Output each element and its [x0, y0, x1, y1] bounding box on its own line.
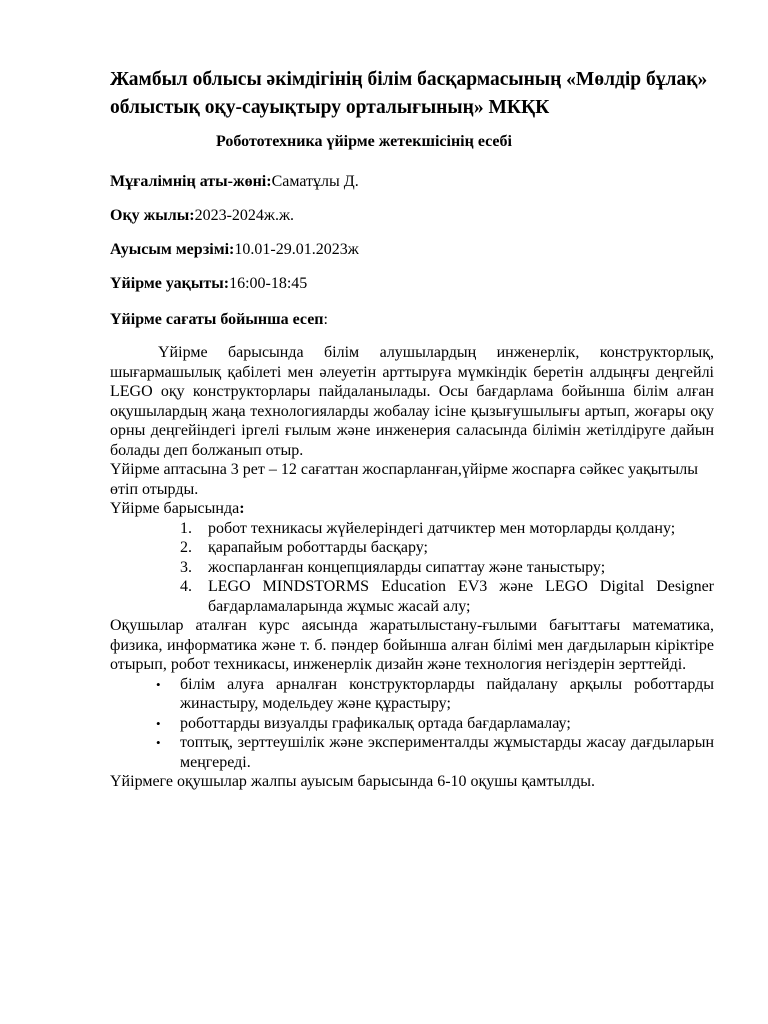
students-paragraph: Оқушылар аталған курс аясында жаратылыстану-ғылыми бағыттағы математика, физика, информатика және т. б. пәндер бойынша алған білімі мен дағдыларын кіріктіре отырып, робот техникасы, инженерлік дизайн және технология негіздерін зерттейді. [110, 617, 714, 673]
club-time-field [110, 274, 307, 294]
field-label: Үйірме уақыты: [110, 275, 230, 292]
list-number: 3. [180, 558, 192, 576]
shift-period-field [110, 240, 359, 260]
bullet-icon: • [156, 735, 161, 750]
list-item-text: қарапайым роботтарды басқару; [208, 539, 428, 556]
list-item-text: білім алуға арналған конструкторларды пайдалану арқылы роботтарды жинастыру, модельдеу және құрастыру; [180, 675, 714, 712]
document-title: Жамбыл облысы әкімдігінің білім басқармасының «Мөлдір бұлақ» облыстық оқу-сауықтыру орталығының» МКҚК [110, 69, 708, 118]
list-item [110, 538, 714, 558]
list-item [110, 558, 714, 578]
during-label: Үйірме барысында [110, 500, 240, 517]
field-label: Ауысым мерзімі: [110, 241, 235, 258]
intro-paragraph: Үйірме барысында білім алушылардың инженерлік, конструкторлық, шығармашылық қабілеті мен әлеуетін арттыруға мүмкіндік беретін алдыңғы деңгейлі LEGO оқу конструкторлары пайдаланылады. Осы бағдарлама бойынша білім алған оқушылардың жаңа технологияларды жобалау ісіне қызығушылығы артып, жоғары оқу орны деңгейіндегі іргелі ғылым және инженерия саласында білімін жетілдіруге дайын болады деп болжанып отыр. [110, 344, 714, 459]
report-body [110, 343, 714, 792]
list-item-text: LEGO MINDSTORMS Education EV3 және LEGO Digital Designer бағдарламаларында жұмыс жасай алу; [208, 578, 714, 615]
field-label: Үйірме сағаты бойынша есеп [110, 311, 324, 328]
list-item [110, 675, 714, 714]
field-value: 10.01-29.01.2023ж [234, 241, 359, 258]
list-item-text: роботтарды визуалды графикалық ортада бағдарламалау; [180, 714, 571, 732]
list-number: 1. [180, 519, 192, 537]
closing-paragraph: Үйірмеге оқушылар жалпы ауысым барысында 6-10 оқушы қамтылды. [110, 773, 595, 790]
list-item [110, 714, 714, 734]
list-item-text: топтық, зерттеушілік және эксперименталды жұмыстарды жасау дағдыларын меңгереді. [180, 734, 714, 771]
field-value: 2023-2024ж.ж. [194, 207, 294, 224]
list-item-text: робот техникасы жүйелеріндегі датчиктер мен моторларды қолдану; [208, 519, 676, 537]
report-subtitle: Робототехника үйірме жетекшісінің есебі [216, 133, 512, 150]
list-item [110, 577, 714, 616]
schedule-paragraph: Үйірме аптасына 3 рет – 12 сағаттан жоспарланған,үйірме жоспарға сәйкес уақытылы өтіп отырды. [110, 461, 698, 498]
field-label: Оқу жылы: [110, 207, 195, 224]
field-value: : [323, 311, 328, 328]
field-label: Мұғалімнің аты-жөні: [110, 173, 272, 190]
field-value: 16:00-18:45 [229, 275, 308, 292]
document-page [110, 66, 714, 790]
list-number: 2. [180, 539, 192, 556]
bullet-list [110, 675, 714, 773]
list-item [110, 519, 714, 539]
bullet-icon: • [156, 676, 161, 692]
field-value: Саматұлы Д. [271, 173, 359, 190]
list-item [110, 733, 714, 772]
during-colon: : [239, 500, 245, 517]
academic-year-field [110, 206, 294, 226]
club-hours-report-heading [110, 310, 328, 330]
teacher-name-field [110, 172, 359, 192]
bullet-icon: • [156, 715, 161, 731]
during-club-heading [110, 499, 714, 519]
list-number: 4. [180, 578, 192, 595]
numbered-list [110, 519, 714, 617]
list-item-text: жоспарланған концепцияларды сипаттау және таныстыру; [208, 558, 606, 576]
